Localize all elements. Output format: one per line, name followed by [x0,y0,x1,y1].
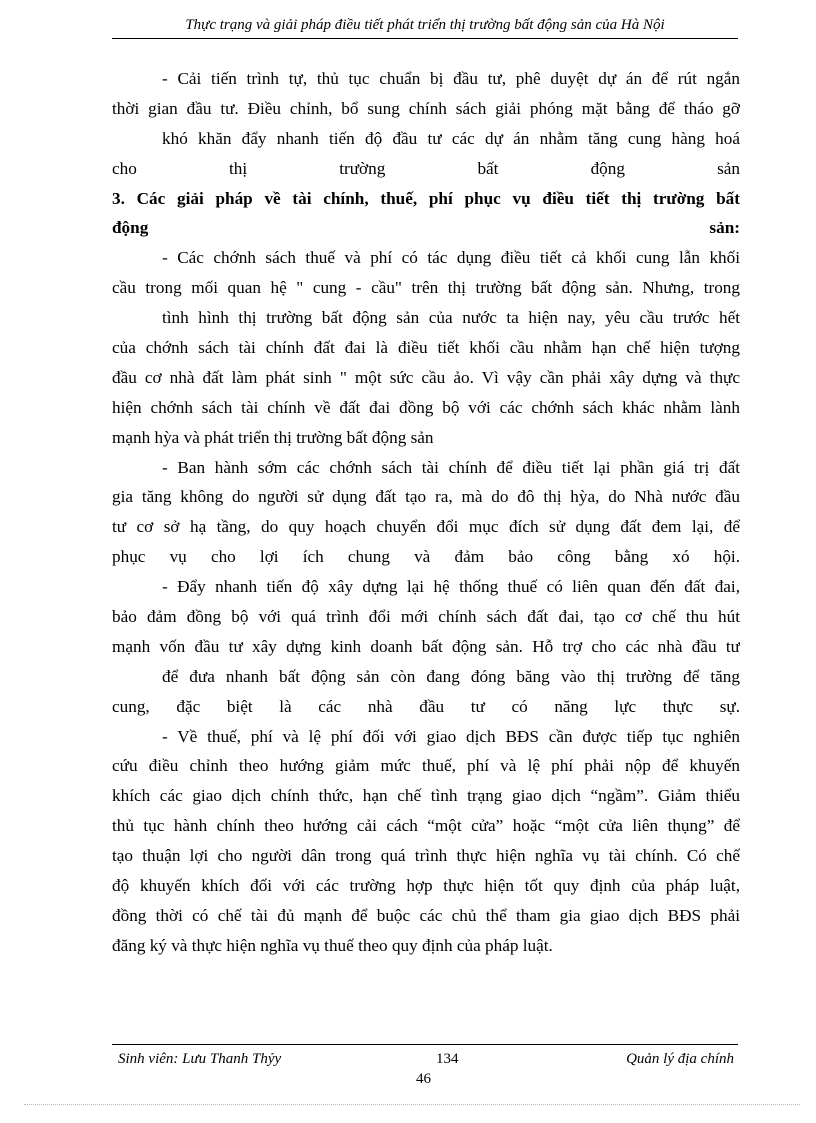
section-heading: động sản: [112,218,740,238]
running-header: Thực trạng và giải pháp điều tiết phát triển thị trường bất động sản của Hà Nội [112,14,738,39]
footer-department: Quản lý địa chính [626,1051,734,1067]
body-line: thủ tục hành chính theo hướng cải cách “một cửa” hoặc “một cửa liên thụng” để [112,816,740,836]
body-line: - Cải tiến trình tự, thủ tục chuẩn bị đầu tư, phê duyệt dự án để rút ngắn [162,69,740,88]
body-line: cứu điều chỉnh theo hướng giảm mức thuế, phí và lệ phí phải nộp để khuyến [112,756,740,776]
body-line: gia tăng không do người sử dụng đất tạo ra, mà do đô thị hỳa, do Nhà nước đầu [112,487,740,507]
running-footer [118,1048,734,1070]
body-line: - Đẩy nhanh tiến độ xây dựng lại hệ thống thuế có liên quan đến đất đai, [162,577,740,597]
body-line: tạo thuận lợi cho người dân trong quá trình thực hiện nghĩa vụ tài chính. Có chế [112,846,740,866]
document-body [112,64,740,961]
section-heading: 3. Các giải pháp về tài chính, thuế, phí phục vụ điều tiết thị trường bất [112,188,740,208]
body-line: khích các giao dịch chính thức, hạn chế tình trạng giao dịch “ngầm”. Giảm thiểu [112,786,740,806]
body-line: đầu cơ nhà đất làm phát sinh " một sức cầu ảo. Vì vậy cần phải xây dựng và thực [112,367,740,387]
body-line: - Về thuế, phí và lệ phí đối với giao dịch BĐS cần được tiếp tục nghiên [162,726,740,746]
body-line: phục vụ cho lợi ích chung và đảm bảo công bằng xó hội. [112,547,740,567]
page-number: 46 [416,1071,431,1087]
body-line: đồng thời có chế tài đủ mạnh để buộc các chủ thể tham gia giao dịch BĐS phải [112,905,740,925]
body-line: - Các chớnh sách thuế và phí có tác dụng điều tiết cả khối cung lẫn khối [162,248,740,268]
body-line: hiện chớnh sách tài chính về đất đai đồng bộ với các chớnh sách khác nhằm lành [112,397,740,417]
body-line: tư cơ sở hạ tầng, do quy hoạch chuyển đổi mục đích sử dụng đất đem lại, để [112,517,740,537]
body-line: của chớnh sách tài chính đất đai là điều tiết khối cầu nhằm hạn chế hiện tượng [112,338,740,358]
body-line: cầu trong mối quan hệ " cung - cầu" trên thị trường bất động sản. Nhưng, trong [112,278,740,298]
footer-student: Sinh viên: Lưu Thanh Thỷy [118,1051,282,1067]
page-boundary-dotted-line [24,1104,800,1105]
footer-divider [112,1044,738,1045]
body-line: đăng ký và thực hiện nghĩa vụ thuế theo quy định của pháp luật. [112,935,553,955]
body-line: bảo đảm đồng bộ với quá trình đổi mới chính sách đất đai, tạo cơ chế thu hút [112,607,740,627]
body-line: mạnh vốn đầu tư xây dựng kinh doanh bất động sản. Hỗ trợ cho các nhà đầu tư [112,636,740,656]
body-line: tình hình thị trường bất động sản của nước ta hiện nay, yêu cầu trước hết [162,308,740,328]
body-line: cho thị trường bất động sản [112,158,740,178]
body-line: - Ban hành sớm các chớnh sách tài chính để điều tiết lại phần giá trị đất [162,457,740,477]
body-line: độ khuyến khích đối với các trường hợp thực hiện tốt quy định của pháp luật, [112,876,740,896]
body-line: để đưa nhanh bất động sản còn đang đóng băng vào thị trường để tăng [162,666,740,686]
body-line: cung, đặc biệt là các nhà đầu tư có năng lực thực sự. [112,696,740,716]
body-line: khó khăn đẩy nhanh tiến độ đầu tư các dự án nhằm tăng cung hàng hoá [162,128,740,148]
footer-page-center: 134 [436,1051,459,1067]
body-line: mạnh hỳa và phát triển thị trường bất động sản [112,427,434,447]
body-line: thời gian đầu tư. Điều chỉnh, bổ sung chính sách giải phóng mặt bằng để tháo gỡ [112,98,740,118]
